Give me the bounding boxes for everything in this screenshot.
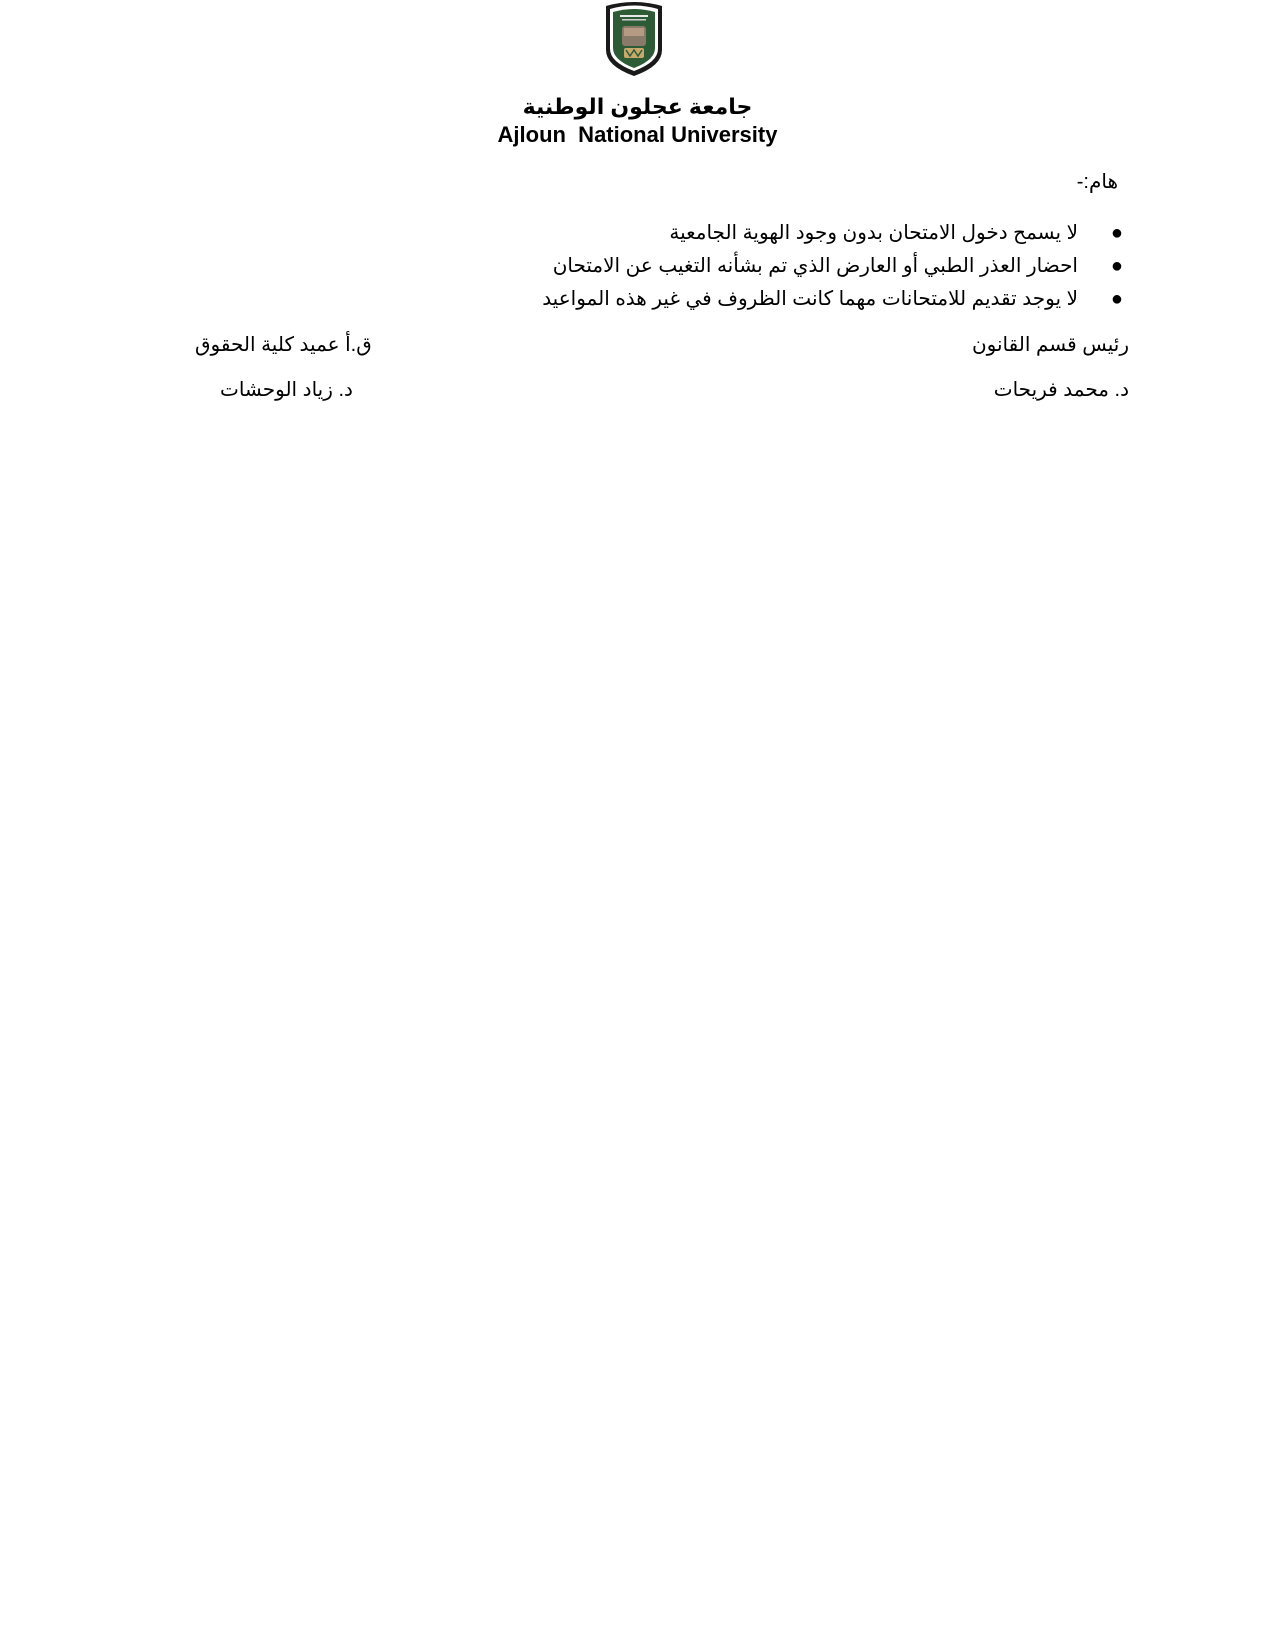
list-item <box>542 283 1123 316</box>
dean-title: ق.أ عميد كلية الحقوق <box>195 334 372 356</box>
department-head-title: رئيس قسم القانون <box>971 334 1129 356</box>
notice-item-text: لا يسمح دخول الامتحان بدون وجود الهوية الجامعية <box>669 222 1078 244</box>
notice-item-text: لا يوجد تقديم للامتحانات مهما كانت الظروف في غير هذه المواعيد <box>542 288 1078 310</box>
dean-name: د. زياد الوحشات <box>220 379 353 401</box>
list-item <box>542 217 1123 250</box>
notice-list <box>542 217 1123 316</box>
university-name-arabic: جامعة عجلون الوطنية <box>522 94 753 119</box>
bullet-icon: ● <box>1110 222 1123 244</box>
notice-heading: هام:- <box>1076 171 1118 193</box>
notice-item-text: احضار العذر الطبي أو العارض الذي تم بشأنه التغيب عن الامتحان <box>552 255 1078 277</box>
university-name-english: Ajloun National University <box>497 122 778 147</box>
bullet-icon: ● <box>1110 288 1123 310</box>
bullet-icon: ● <box>1110 255 1123 277</box>
department-head-name: د. محمد فريحات <box>993 379 1129 401</box>
list-item <box>542 250 1123 283</box>
university-seal-icon <box>600 0 668 78</box>
